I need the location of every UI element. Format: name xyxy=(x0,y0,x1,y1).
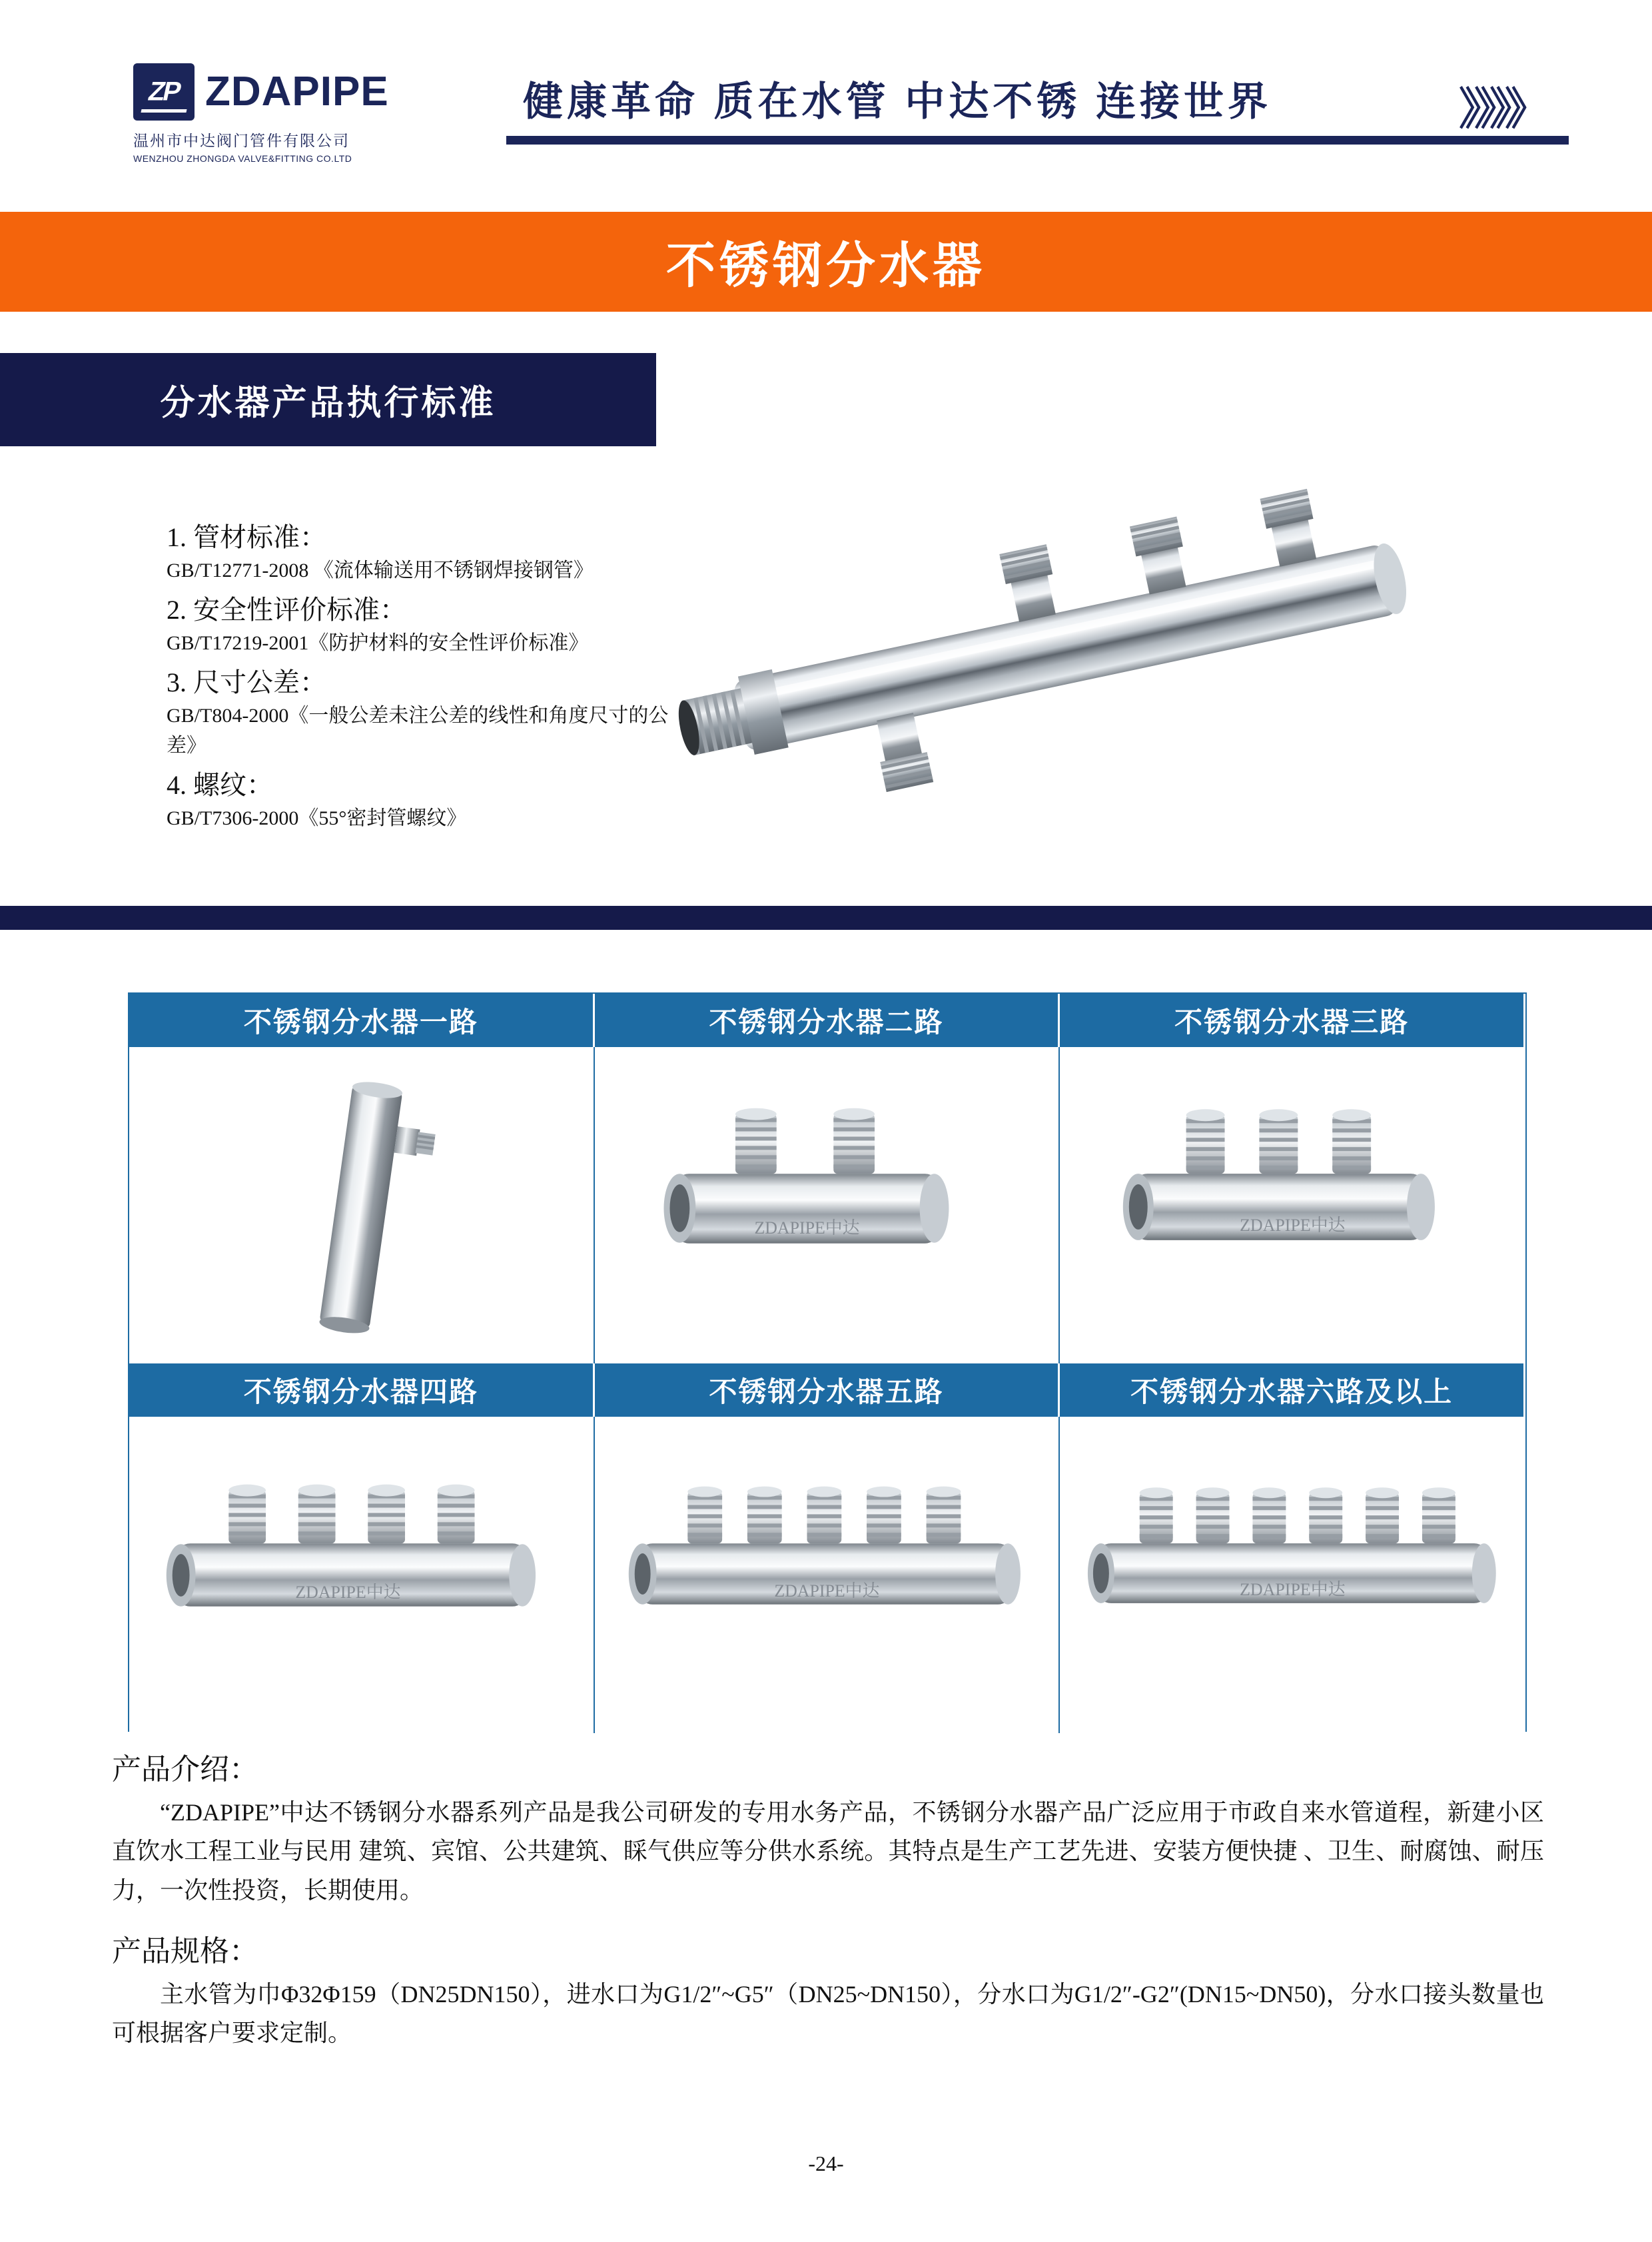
section-label-banner xyxy=(0,353,656,446)
hero-product-photo xyxy=(653,440,1532,853)
svg-text:ZDAPIPE中达: ZDAPIPE中达 xyxy=(754,1218,860,1238)
standard-heading: 3. 尺寸公差： xyxy=(167,667,326,697)
product-image-5way xyxy=(595,1417,1060,1733)
header-slogan: 健康革命 质在水管 中达不锈 连接世界 xyxy=(523,79,1272,124)
standards-list xyxy=(167,520,673,840)
product-header-3way: 不锈钢分水器三路 xyxy=(1060,994,1525,1047)
page-title: 不锈钢分水器 xyxy=(666,238,986,293)
product-header-1way: 不锈钢分水器一路 xyxy=(129,994,595,1047)
company-logo xyxy=(133,63,446,164)
standard-item xyxy=(167,520,673,585)
intro-title: 产品介绍： xyxy=(112,1753,258,1786)
product-image-2way xyxy=(595,1047,1060,1363)
product-image-6way xyxy=(1060,1417,1525,1733)
spec-body: 主水管为巾Φ32Φ159（DN25DN150），进水口为G1/2″~G5″（DN25~DN150），分水口为G1/2″-G2″(DN15~DN50)，分水口接头数量也可根据客户要求定制。 xyxy=(112,1980,1544,2047)
spec-title: 产品规格： xyxy=(112,1934,258,1968)
standard-heading: 1. 管材标准： xyxy=(167,522,326,552)
standard-item xyxy=(167,592,673,658)
intro-body: “ZDAPIPE”中达不锈钢分水器系列产品是我公司研发的专用水务产品，不锈钢分水器产品广泛应用于市政自来水管道程，新建小区直饮水工程工业与民用 建筑、宾馆、公共建筑、睬气供应等分供水系统。其特点是生产工艺先进、安装方便快捷 、卫生、耐腐蚀、耐压力，一次性投资，长期使用。 xyxy=(112,1799,1544,1904)
standard-detail: GB/T7306-2000《55°密封管螺纹》 xyxy=(167,807,467,829)
product-image-3way xyxy=(1060,1047,1525,1363)
product-header-5way: 不锈钢分水器五路 xyxy=(595,1363,1060,1417)
svg-text:ZDAPIPE中达: ZDAPIPE中达 xyxy=(1240,1579,1346,1599)
standard-detail: GB/T804-2000《一般公差未注公差的线性和角度尺寸的公差》 xyxy=(167,705,669,757)
section-divider xyxy=(0,906,1652,930)
brand-latin-name: ZDAPIPE xyxy=(205,69,389,115)
standard-item xyxy=(167,767,673,833)
svg-text:ZDAPIPE中达: ZDAPIPE中达 xyxy=(1240,1215,1346,1235)
page-header xyxy=(0,0,1652,200)
svg-text:ZDAPIPE中达: ZDAPIPE中达 xyxy=(295,1582,401,1602)
product-image-4way xyxy=(129,1417,595,1733)
standard-heading: 4. 螺纹： xyxy=(167,770,273,800)
standard-detail: GB/T12771-2008 《流体输送用不锈钢焊接钢管》 xyxy=(167,560,594,581)
page-title-bar xyxy=(0,212,1652,312)
brand-english-name: WENZHOU ZHONGDA VALVE&FITTING CO.LTD xyxy=(133,153,352,164)
product-header-4way: 不锈钢分水器四路 xyxy=(129,1363,595,1417)
logo-mark-icon xyxy=(133,63,195,121)
logo-mark-underbar xyxy=(141,109,187,113)
section-label-text: 分水器产品执行标准 xyxy=(160,384,496,423)
product-grid xyxy=(128,992,1527,1732)
standard-detail: GB/T17219-2001《防护材料的安全性评价标准》 xyxy=(167,632,589,654)
product-header-6way: 不锈钢分水器六路及以上 xyxy=(1060,1363,1525,1417)
standard-heading: 2. 安全性评价标准： xyxy=(167,595,406,625)
brand-chinese-name: 温州市中达阀门管件有限公司 xyxy=(133,132,350,149)
page-number: -24- xyxy=(808,2151,844,2175)
standard-item xyxy=(167,665,673,761)
logo-mark-label: ZP xyxy=(145,77,183,107)
product-image-1way xyxy=(129,1047,595,1363)
chevron-right-icon: 》》》》 xyxy=(1459,84,1542,133)
svg-text:ZDAPIPE中达: ZDAPIPE中达 xyxy=(773,1581,880,1601)
product-description xyxy=(112,1745,1544,2070)
product-header-2way: 不锈钢分水器二路 xyxy=(595,994,1060,1047)
